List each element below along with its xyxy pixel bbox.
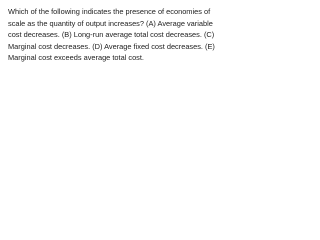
- question-line-3: cost decreases. (B) Long-run average total cost decreases. (C): [8, 30, 215, 40]
- question-line-5: Marginal cost exceeds average total cost.: [8, 53, 144, 63]
- question-line-2: scale as the quantity of output increases? (A) Average variable: [8, 18, 213, 28]
- question-line-1: Which of the following indicates the presence of economies of: [8, 7, 211, 16]
- question-text: [8, 6, 254, 64]
- question-line-4: Marginal cost decreases. (D) Average fixed cost decreases. (E): [8, 41, 215, 51]
